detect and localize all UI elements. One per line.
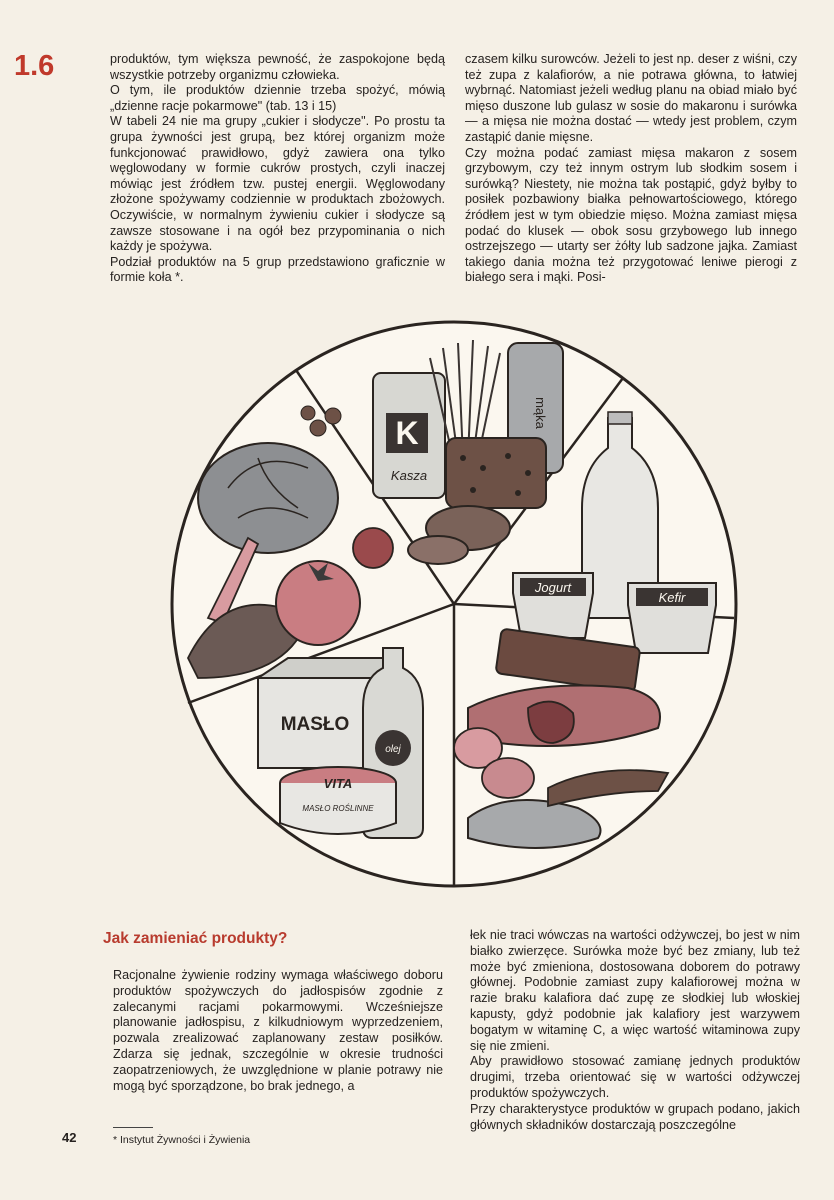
text-column-top-right [465,52,797,286]
paragraph: łek nie traci wówczas na wartości odżywczej, bo jest w nim białko zwierzęce. Surówka może być bez zmiany, lub też może być zmieniona, dostosowana doborem do potrawy głównej. Podobnie zamiast zupy kalafiorowej można w razie braku kalafiora dać zupę ze słodkiej lub włoskiej kapusty, gdyż podobnie jak kalafiory jest warzywem bogatym w witaminę C, a więc wartość witaminowa zupy się nie zmieni. [470,928,800,1053]
footnote-divider [113,1127,153,1128]
vita-label: VITA [323,776,353,791]
kefir-label: Kefir [658,590,686,605]
paragraph: Racjonalne żywienie rodziny wymaga właściwego doboru produktów spożywczych do jadłospisów zgodnie z zalecanymi racjami pokarmowymi. Wcześniejsze planowanie jadłospisu, z kilkudniowym wyprzedzeniem, pozwala zrealizować zaplanowany zestaw posiłków. Zdarza się jednak, szczególnie w okresie trudności zaopatrzeniowych, że uwzględnione w planie potrawy nie mogą być sporządzone, bo brak jednego, a [113,968,443,1093]
paragraph: czasem kilku surowców. Jeżeli to jest np. deser z wiśni, czy też zupa z kalafiorów, a nie potrawa główna, to łatwiej wybrnąć. Natomiast jeżeli według planu na obiad miało być mięso duszone lub gulasz w sosie do makaronu i surówka — a mięsa nie można dostać — wtedy jest problem, czym zastąpić danie mięsne. [465,52,797,144]
maka-label: mąka [533,397,548,429]
paragraph: produktów, tym większa pewność, że zaspokojone będą wszystkie potrzeby organizmu człowieka. [110,52,445,82]
paragraph: Czy można podać zamiast mięsa makaron z sosem grzybowym, czy też innym ostrym lub słodkim sosem i surówką? Niestety, nie można tak postąpić, gdyż byłby to posiłek pozbawiony białka pełnowartościowego, którego źródłem jest w tym obiedzie mięso. Można zamiast mięsa podać do klusek — obok sosu grzybowego lub innego ostrzejszego — utarty ser żółty lub sadzone jajka. Zamiast takiego dania można też przygotować leniwe pierogi z białego sera i mąki. Posi- [465,145,797,285]
paragraph: Aby prawidłowo stosować zamianę jednych produktów drugimi, trzeba orientować się w wartości odżywczej produktów spożywczych. [470,1054,800,1100]
paragraph: Podział produktów na 5 grup przedstawiono graficznie w formie koła *. [110,254,445,285]
paragraph: W tabeli 24 nie ma grupy „cukier i słodycze". Po prostu ta grupa żywności jest grupą, bez której organizm może funkcjonować prawidłowo, gdyż zawiera ona tylko węglowodany w formie cukrów prostych, czyli inaczej mówiąc jest źródłem tzw. pustej energii. Węglowodany złożone spożywamy codziennie w produktach zbożowych. Oczywiście, w normalnym żywieniu cukier i słodycze są zawsze stosowane i na ogół bez przypominania o nich każdy je spożywa. [110,114,445,254]
paragraph: Przy charakterystyce produktów w grupach podano, jakich głównych składników dostarczają poszczególne [470,1101,800,1132]
segment-fats [258,648,423,838]
kasza-label: Kasza [390,468,428,483]
kasza-letter: K [395,415,419,451]
text-column-top-left [110,52,445,286]
section-heading: Jak zamieniać produkty? [103,930,288,947]
paragraph: O tym, ile produktów dziennie trzeba spożyć, mówią „dzienne racje pokarmowe" (tab. 13 i 15) [110,83,445,113]
page-number: 42 [62,1130,77,1145]
maslo-roslinne-label: MASŁO ROŚLINNE [302,804,374,813]
food-group-wheel [168,318,740,890]
text-column-bottom-right [470,928,800,1133]
footnote: * Instytut Żywności i Żywienia [113,1134,251,1146]
maslo-label: MASŁO [280,714,350,735]
jogurt-label: Jogurt [534,580,572,595]
olej-label: olej [385,744,401,755]
text-column-bottom-left [113,968,443,1094]
section-number: 1.6 [14,50,55,82]
